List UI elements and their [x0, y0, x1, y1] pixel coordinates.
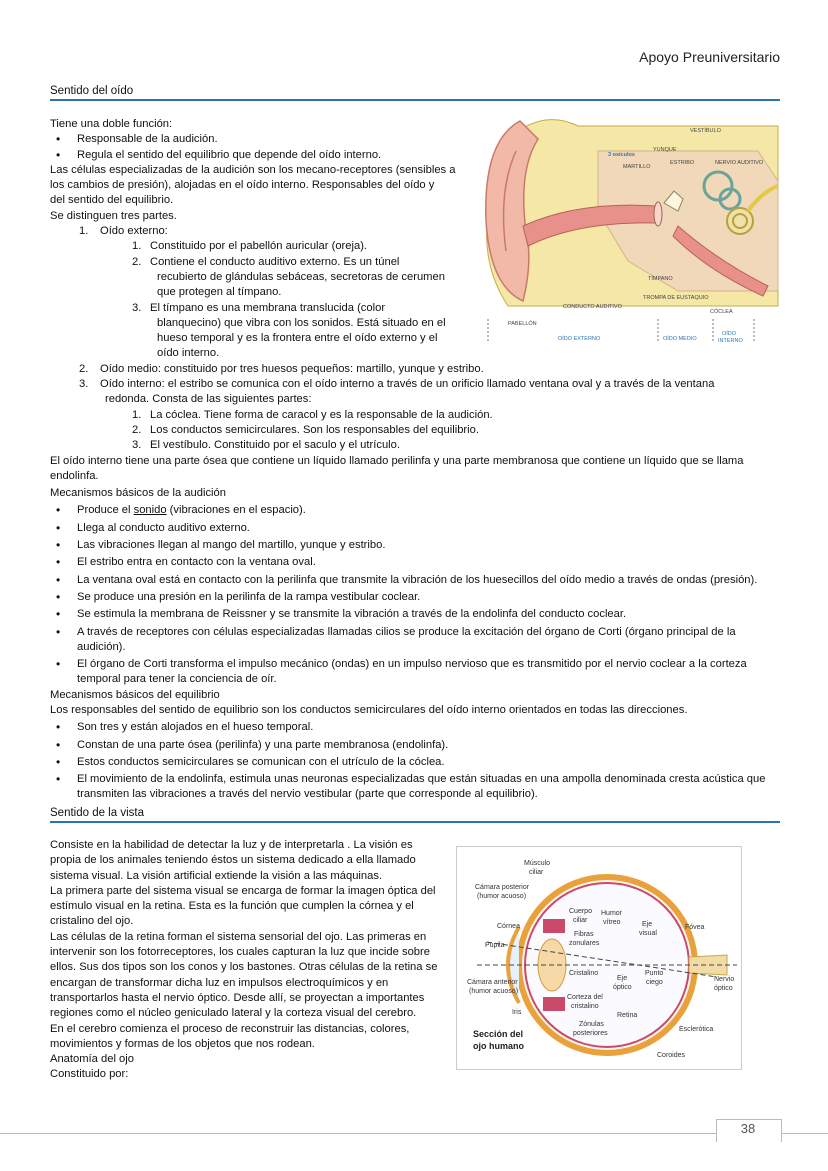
label-fibras: Fibras [574, 931, 594, 938]
list-text: Oído interno: el estribo se comunica con el oído interno a través de un orificio llamado ventana oval y a través de la ventana [100, 378, 715, 391]
list-item [50, 408, 780, 423]
paragraph-line: del sentido del equilibrio. [50, 194, 174, 207]
paragraph-line: los cambios de presión), alojadas en el oído interno. Responsables del oído y [50, 179, 435, 192]
list-text: La cóclea. Tiene forma de caracol y es la responsable de la audición. [150, 408, 493, 421]
label-iris: Iris [512, 1009, 522, 1016]
label-retina: Retina [617, 1012, 638, 1019]
section-rule [50, 821, 780, 823]
eardrum-shape [654, 202, 662, 226]
list-number: 3. [132, 439, 142, 452]
section-title-ear: Sentido del oído [50, 85, 134, 97]
label-humor-vitreo: vítreo [603, 919, 621, 926]
paragraph-line: encargan de transformar dicha luz en impulsos electroquímicos y en [50, 976, 389, 989]
paragraph-line: intervenir son los fotorreceptores, los cuales capturan la luz que incide sobre [50, 946, 430, 959]
subheading: Anatomía del ojo [50, 1053, 134, 1066]
label-cornea: Córnea [497, 923, 520, 930]
label-punto-ciego: Punto [645, 970, 664, 977]
list-text: Contiene el conducto auditivo externo. Es un túnel [150, 255, 400, 268]
label-osiculos: 3 osículos [608, 152, 635, 158]
label-seccion: ojo humano [473, 1041, 524, 1051]
label-camara-anterior: Cámara anterior [467, 979, 518, 986]
list-text: audición). [77, 640, 126, 653]
list-text: Constituido por el pabellón auricular (oreja). [150, 240, 368, 253]
label-fibras: zonulares [569, 940, 600, 947]
paragraph-line: movimientos y formas de los objetos que nos rodean. [50, 1037, 315, 1050]
label-pabellon: PABELLÓN [508, 321, 537, 327]
label-cuerpo-ciliar: ciliar [573, 917, 588, 924]
paragraph-line: estímulo visual en la retina. Esta es la función que cumplen la córnea y el [50, 900, 414, 913]
list-number: 1. [132, 240, 142, 253]
paragraph-line: transportarlos hasta el nervio óptico. Desde allí, se proyectan a importantes [50, 991, 425, 1004]
subheading: Mecanismos básicos del equilibrio [50, 688, 220, 701]
list-item: • Regula el sentido del equilibrio que depende del oído interno. [50, 148, 780, 163]
list-item: • Responsable de la audición. [50, 132, 780, 147]
paragraph-line: El oído interno tiene una parte ósea que contiene un líquido llamado perilinfa y una parte membranosa que contiene un líquido que se llama [50, 454, 744, 467]
list-item: • El estribo entra en contacto con la ventana oval. [50, 555, 780, 570]
list-item: • Estos conductos semicirculares se comunican con el utrículo de la cóclea. [50, 755, 780, 770]
parts-intro: Se distinguen tres partes. [50, 209, 177, 222]
label-coroides: Coroides [657, 1052, 686, 1059]
list-number: 2. [79, 362, 89, 375]
paragraph-line: endolinfa. [50, 469, 99, 482]
label-nervio-optico: óptico [714, 985, 733, 992]
label-cristalino: Cristalino [569, 970, 599, 977]
paragraph-line: En el cerebro comienza el proceso de reconstruir las distancias, colores, [50, 1022, 410, 1035]
list-text: redonda. Consta de las siguientes partes: [105, 393, 312, 406]
list-item [50, 423, 780, 438]
label-zonulas: Zónulas [579, 1021, 604, 1028]
paragraph-line: ellos. Sus dos tipos son los conos y los bastones. Otras células de la retina se [50, 961, 438, 974]
list-number: 3. [79, 378, 89, 391]
label-camara-anterior: (humor acuoso) [469, 988, 519, 995]
list-item: • Son tres y están alojados en el hueso temporal. [50, 720, 780, 735]
paragraph-line: Las células especializadas de la audición son los mecano-receptores (sensibles a [50, 163, 456, 176]
label-eje-optico: óptico [613, 984, 632, 991]
subheading: Mecanismos básicos de la audición [50, 487, 226, 500]
list-text: Produce el [77, 504, 134, 517]
list-text: hueso temporal y es la frontera entre el oído externo y el [157, 332, 438, 345]
paragraph-line: regiones como el núcleo geniculado lateral y la corteza visual del cerebro. [50, 1007, 417, 1020]
label-seccion: Sección del [473, 1029, 524, 1039]
paragraph-line: Constituido por: [50, 1068, 129, 1081]
list-item: • El órgano de Corti transforma el impulso mecánico (ondas) en un impulso nervioso que es transmitido por el nervio coclear a la corteza [50, 657, 780, 672]
label-corteza: cristalino [571, 1003, 599, 1010]
list-item: • La ventana oval está en contacto con la perilinfa que transmite la vibración de los huesecillos del oído medio a través de ondas (presión). [50, 573, 780, 588]
eye-diagram [456, 846, 742, 1070]
label-nervio: NERVIO AUDITIVO [715, 160, 764, 166]
list-item [50, 438, 780, 453]
paragraph-line: cristalino del ojo. [50, 915, 134, 928]
list-text: transmiten las vibraciones a través del nervio vestibular (parte que corresponde al equilibrio). [77, 788, 538, 801]
list-number: 1. [79, 225, 89, 238]
list-text: El tímpano es una membrana translucida (color [150, 301, 386, 314]
label-oido-interno: OÍDO [722, 331, 737, 337]
label-conducto: CONDUCTO AUDITIVO [563, 304, 622, 310]
vision-text-block [50, 838, 450, 1083]
label-timpano: TÍMPANO [648, 276, 673, 282]
label-vestibulo: VESTÍBULO [690, 128, 721, 134]
paragraph-line: Las células de la retina forman el sistema sensorial del ojo. Las primeras en [50, 930, 427, 943]
list-item: • Llega al conducto auditivo externo. [50, 521, 780, 536]
list-number: 1. [132, 408, 142, 421]
list-item: • Las vibraciones llegan al mango del martillo, yunque y estribo. [50, 538, 780, 553]
label-martillo: MARTILLO [623, 164, 651, 170]
ciliary-body-shape [543, 997, 565, 1011]
list-item [50, 377, 780, 392]
list-text: (vibraciones en el espacio). [166, 504, 306, 517]
label-trompa: TROMPA DE EUSTAQUIO [643, 295, 709, 301]
paragraph-line: Consiste en la habilidad de detectar la luz y de interpretarla . La visión es [50, 839, 413, 851]
section-rule [50, 99, 780, 101]
label-eje-visual: visual [639, 930, 657, 937]
list-item [50, 362, 780, 377]
label-yunque: YUNQUE [653, 147, 677, 153]
list-text: oído interno. [157, 347, 220, 360]
label-eje-optico: Eje [617, 975, 628, 982]
ear-intro: Tiene una doble función: [50, 118, 173, 130]
outer-ear-label: Oído externo: [100, 225, 168, 238]
label-oido-medio: OÍDO MEDIO [663, 336, 697, 342]
header-title: Apoyo Preuniversitario [639, 49, 780, 65]
label-corteza: Corteza del [567, 994, 603, 1001]
list-text: Oído medio: constituido por tres huesos pequeños: martillo, yunque y estribo. [100, 362, 484, 375]
list-number: 3. [132, 301, 142, 314]
label-musculo: Músculo [524, 860, 551, 867]
label-musculo: ciliar [529, 869, 544, 876]
list-text: Los conductos semicirculares. Son los responsables del equilibrio. [150, 423, 479, 436]
label-camara-posterior: Cámara posterior [475, 884, 530, 891]
ear-diagram [478, 111, 780, 355]
label-humor-vitreo: Humor [601, 910, 623, 917]
label-esclerotica: Esclerótica [679, 1026, 714, 1033]
footer-rule [0, 1133, 828, 1134]
label-estribo: ESTRIBO [670, 160, 695, 166]
label-fovea: Fóvea [685, 924, 705, 931]
list-text: recubierto de glándulas sebáceas, secretoras de cerumen [157, 270, 445, 283]
sonido-link[interactable]: sonido [133, 504, 167, 517]
list-item [50, 503, 780, 518]
list-text: que protegen al tímpano. [157, 286, 282, 299]
list-number: 2. [132, 255, 142, 268]
label-nervio-optico: Nervio [714, 976, 735, 983]
paragraph-line: sistema visual. La visión artificial extiende la visión a las máquinas. [50, 869, 383, 882]
label-pupila: Pupila [485, 942, 505, 949]
paragraph-line: Los responsables del sentido de equilibrio son los conductos semicirculares del oído interno orientados en todas las direcciones. [50, 703, 688, 716]
list-text: temporal para tener la conciencia de oír. [77, 673, 277, 686]
section-title-vision: Sentido de la vista [50, 807, 144, 819]
paragraph-line: propia de los animales teniendo éstos un sistema dedicado a ella llamado [50, 854, 416, 867]
label-cuerpo-ciliar: Cuerpo [569, 908, 592, 915]
list-number: 2. [132, 423, 142, 436]
list-item: • Se estimula la membrana de Reissner y se transmite la vibración a través de la endolinfa del conducto coclear. [50, 607, 780, 622]
label-oido-interno: INTERNO [718, 338, 743, 344]
list-item: • Se produce una presión en la perilinfa de la rampa vestibular coclear. [50, 590, 780, 605]
label-zonulas: posteriores [573, 1030, 608, 1037]
list-text: blanquecino) que vibra con los sonidos. Está situado en el [157, 316, 446, 329]
list-item: • Constan de una parte ósea (perilinfa) y una parte membranosa (endolinfa). [50, 738, 780, 753]
ciliary-body-shape [543, 919, 565, 933]
label-eje-visual: Eje [642, 921, 653, 928]
label-coclea: CÓCLEA [710, 309, 733, 315]
list-item: • El movimiento de la endolinfa, estimula unas neuronas especializadas que están situadas en una ampolla denominada cresta acústica que [50, 772, 780, 787]
paragraph-line: La primera parte del sistema visual se encarga de formar la imagen óptica del [50, 884, 436, 897]
cochlea-shape [727, 208, 753, 234]
list-item: • A través de receptores con células especializadas llamadas cilios se produce la excitación del órgano de Corti (órgano principal de la [50, 625, 780, 640]
list-text: El vestíbulo. Constituido por el saculo y el utrículo. [150, 439, 400, 452]
label-camara-posterior: (humor acuoso) [477, 893, 527, 900]
label-oido-externo: OÍDO EXTERNO [558, 336, 601, 342]
page-number: 38 [740, 1121, 756, 1136]
label-punto-ciego: ciego [646, 979, 663, 986]
